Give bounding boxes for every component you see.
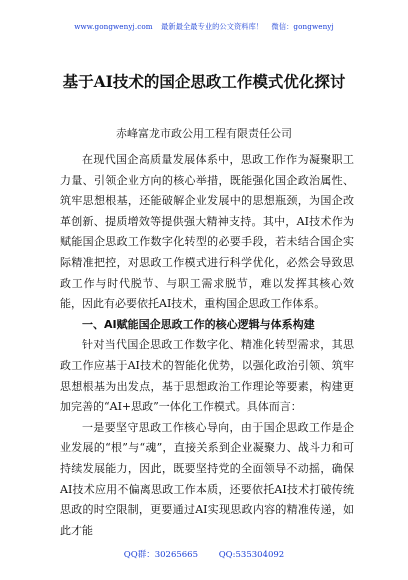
page-footer bbox=[0, 548, 408, 560]
paragraph-intro: 在现代国企高质量发展体系中，思政工作作为凝聚职工力量、引领企业方向的核心举措，既能强化国企政治属性、筑牢思想根基，还能破解企业发展中的思想瓶颈，为国企改革创新、提质增效等提供强大精神支持。其中，AI技术作为赋能国企思政工作数字化转型的必要手段，若未结合国企实际精准把控，对思政工作模式进行科学优化，必然会导致思政工作与时代脱节、与职工需求脱节，难以发挥其核心效能，因此有必要依托AI技术，重构国企思政工作体系。 bbox=[60, 153, 354, 311]
header-slogan: 最新最全最专业的公文资料库！ bbox=[161, 22, 264, 31]
company-name: 赤峰富龙市政公用工程有限责任公司 bbox=[116, 127, 292, 140]
header-wechat: 微信：gongwenyj bbox=[271, 22, 334, 31]
paragraph-point-1: 一是要坚守思政工作核心导向，由于国企思政工作是企业发展的“根”与“魂”，直接关系到企业凝聚力、战斗力和可持续发展能力，因此，既要坚持党的全面领导不动摇，确保AI技术应用不偏离思政工作本质，还要依托AI技术打破传统思政的时空限制，更要通过AI实现思政内容的精准传递，如此才能 bbox=[60, 420, 354, 537]
section-heading-1: 一、AI赋能国企思政工作的核心逻辑与体系构建 bbox=[82, 317, 315, 331]
document-title: 基于AI技术的国企思政工作模式优化探讨 bbox=[62, 72, 346, 91]
footer-qq: QQ:535304092 bbox=[218, 550, 285, 560]
document-body bbox=[60, 150, 354, 541]
footer-qq-group: QQ群：30265665 bbox=[123, 550, 198, 560]
page-header bbox=[0, 22, 408, 32]
paragraph-section-1: 针对当代国企思政工作数字化、精准化转型需求，其思政工作应基于AI技术的智能化优势，以强化政治引领、筑牢思想根基为出发点，基于思想政治工作理论等要素，构建更加完善的“AI+思政”一体化工作模式。具体而言： bbox=[60, 338, 354, 414]
header-url-link[interactable]: www.gongwenyj.com bbox=[74, 22, 153, 31]
